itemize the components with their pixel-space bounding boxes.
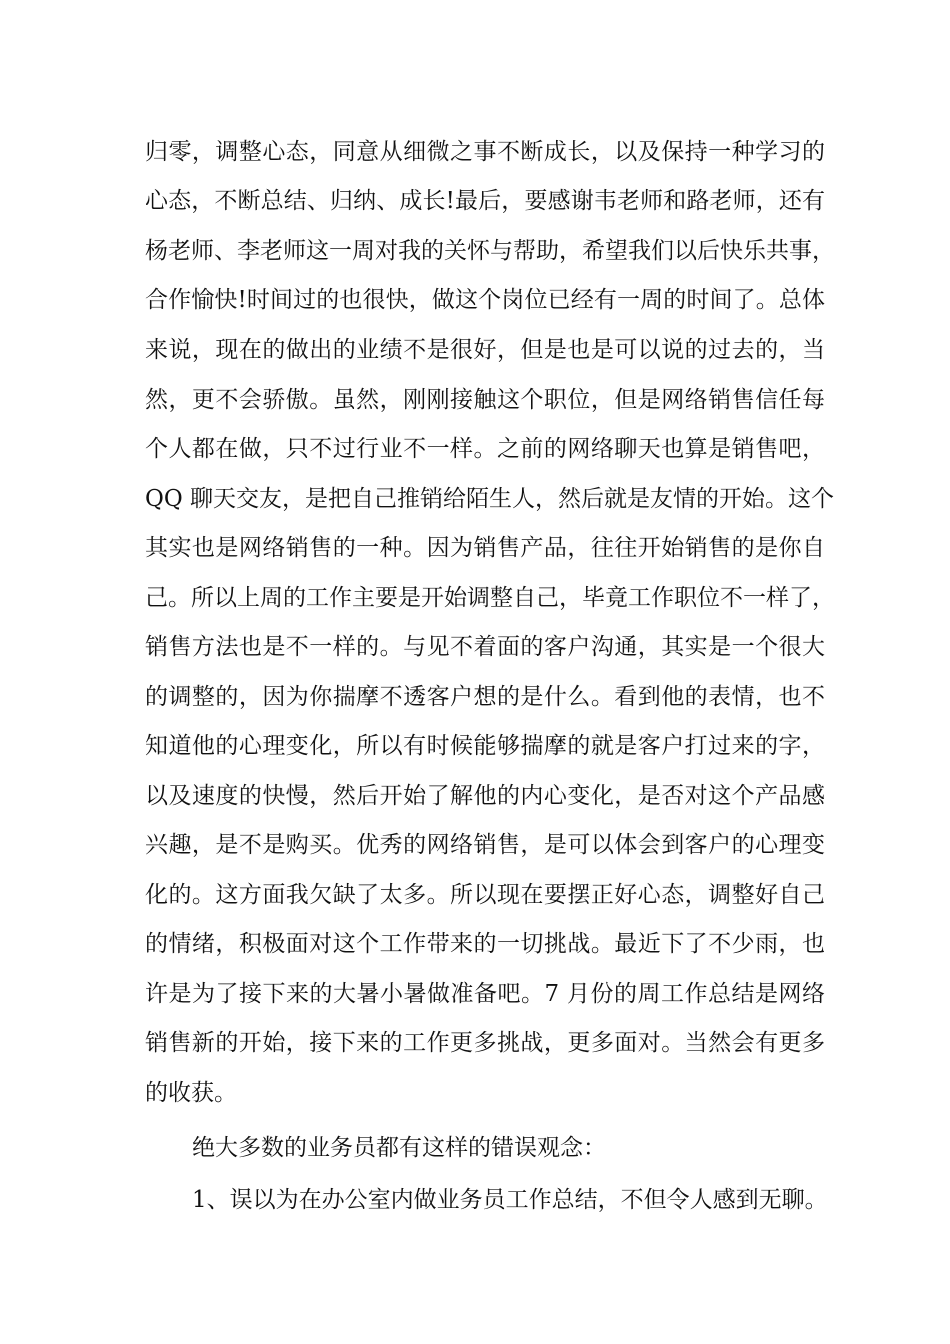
text-line: 归零，调整心态，同意从细微之事不断成长，以及保持一种学习的: [145, 139, 825, 165]
text-line: 化的。这方面我欠缺了太多。所以现在要摆正好心态，调整好自己: [145, 882, 825, 908]
text-line: 许是为了接下来的大暑小暑做准备吧。7 月份的周工作总结是网络: [145, 981, 825, 1007]
text-line: 个人都在做，只不过行业不一样。之前的网络聊天也算是销售吧，: [145, 436, 825, 462]
text-line: 兴趣，是不是购买。优秀的网络销售，是可以体会到客户的心理变: [145, 832, 825, 858]
text-line: 的情绪，积极面对这个工作带来的一切挑战。最近下了不少雨，也: [145, 931, 825, 957]
text-line: 的收获。: [145, 1080, 237, 1106]
text-line: 销售新的开始，接下来的工作更多挑战，更多面对。当然会有更多: [145, 1030, 825, 1056]
text-line: QQ 聊天交友，是把自己推销给陌生人，然后就是友情的开始。这个: [145, 486, 835, 512]
text-line: 合作愉快!时间过的也很快，做这个岗位已经有一周的时间了。总体: [145, 287, 825, 313]
paragraph-text: 绝大多数的业务员都有这样的错误观念：: [192, 1135, 606, 1161]
text-line: 以及速度的快慢，然后开始了解他的内心变化，是否对这个产品感: [145, 783, 825, 809]
text-line: 知道他的心理变化，所以有时候能够揣摩的就是客户打过来的字，: [145, 733, 825, 759]
text-line: 杨老师、李老师这一周对我的关怀与帮助，希望我们以后快乐共事，: [145, 238, 835, 264]
paragraph-text: 1、误以为在办公室内做业务员工作总结，不但令人感到无聊。: [192, 1187, 828, 1213]
text-line: 然，更不会骄傲。虽然，刚刚接触这个职位，但是网络销售信任每: [145, 387, 825, 413]
text-line: 的调整的，因为你揣摩不透客户想的是什么。看到他的表情，也不: [145, 684, 825, 710]
text-line: 销售方法也是不一样的。与见不着面的客户沟通，其实是一个很大: [145, 634, 825, 660]
text-line: 来说，现在的做出的业绩不是很好，但是也是可以说的过去的，当: [145, 337, 825, 363]
text-line: 其实也是网络销售的一种。因为销售产品，往往开始销售的是你自: [145, 535, 825, 561]
text-line: 心态，不断总结、归纳、成长!最后，要感谢韦老师和路老师，还有: [145, 188, 825, 214]
text-line: 己。所以上周的工作主要是开始调整自己，毕竟工作职位不一样了，: [145, 585, 835, 611]
